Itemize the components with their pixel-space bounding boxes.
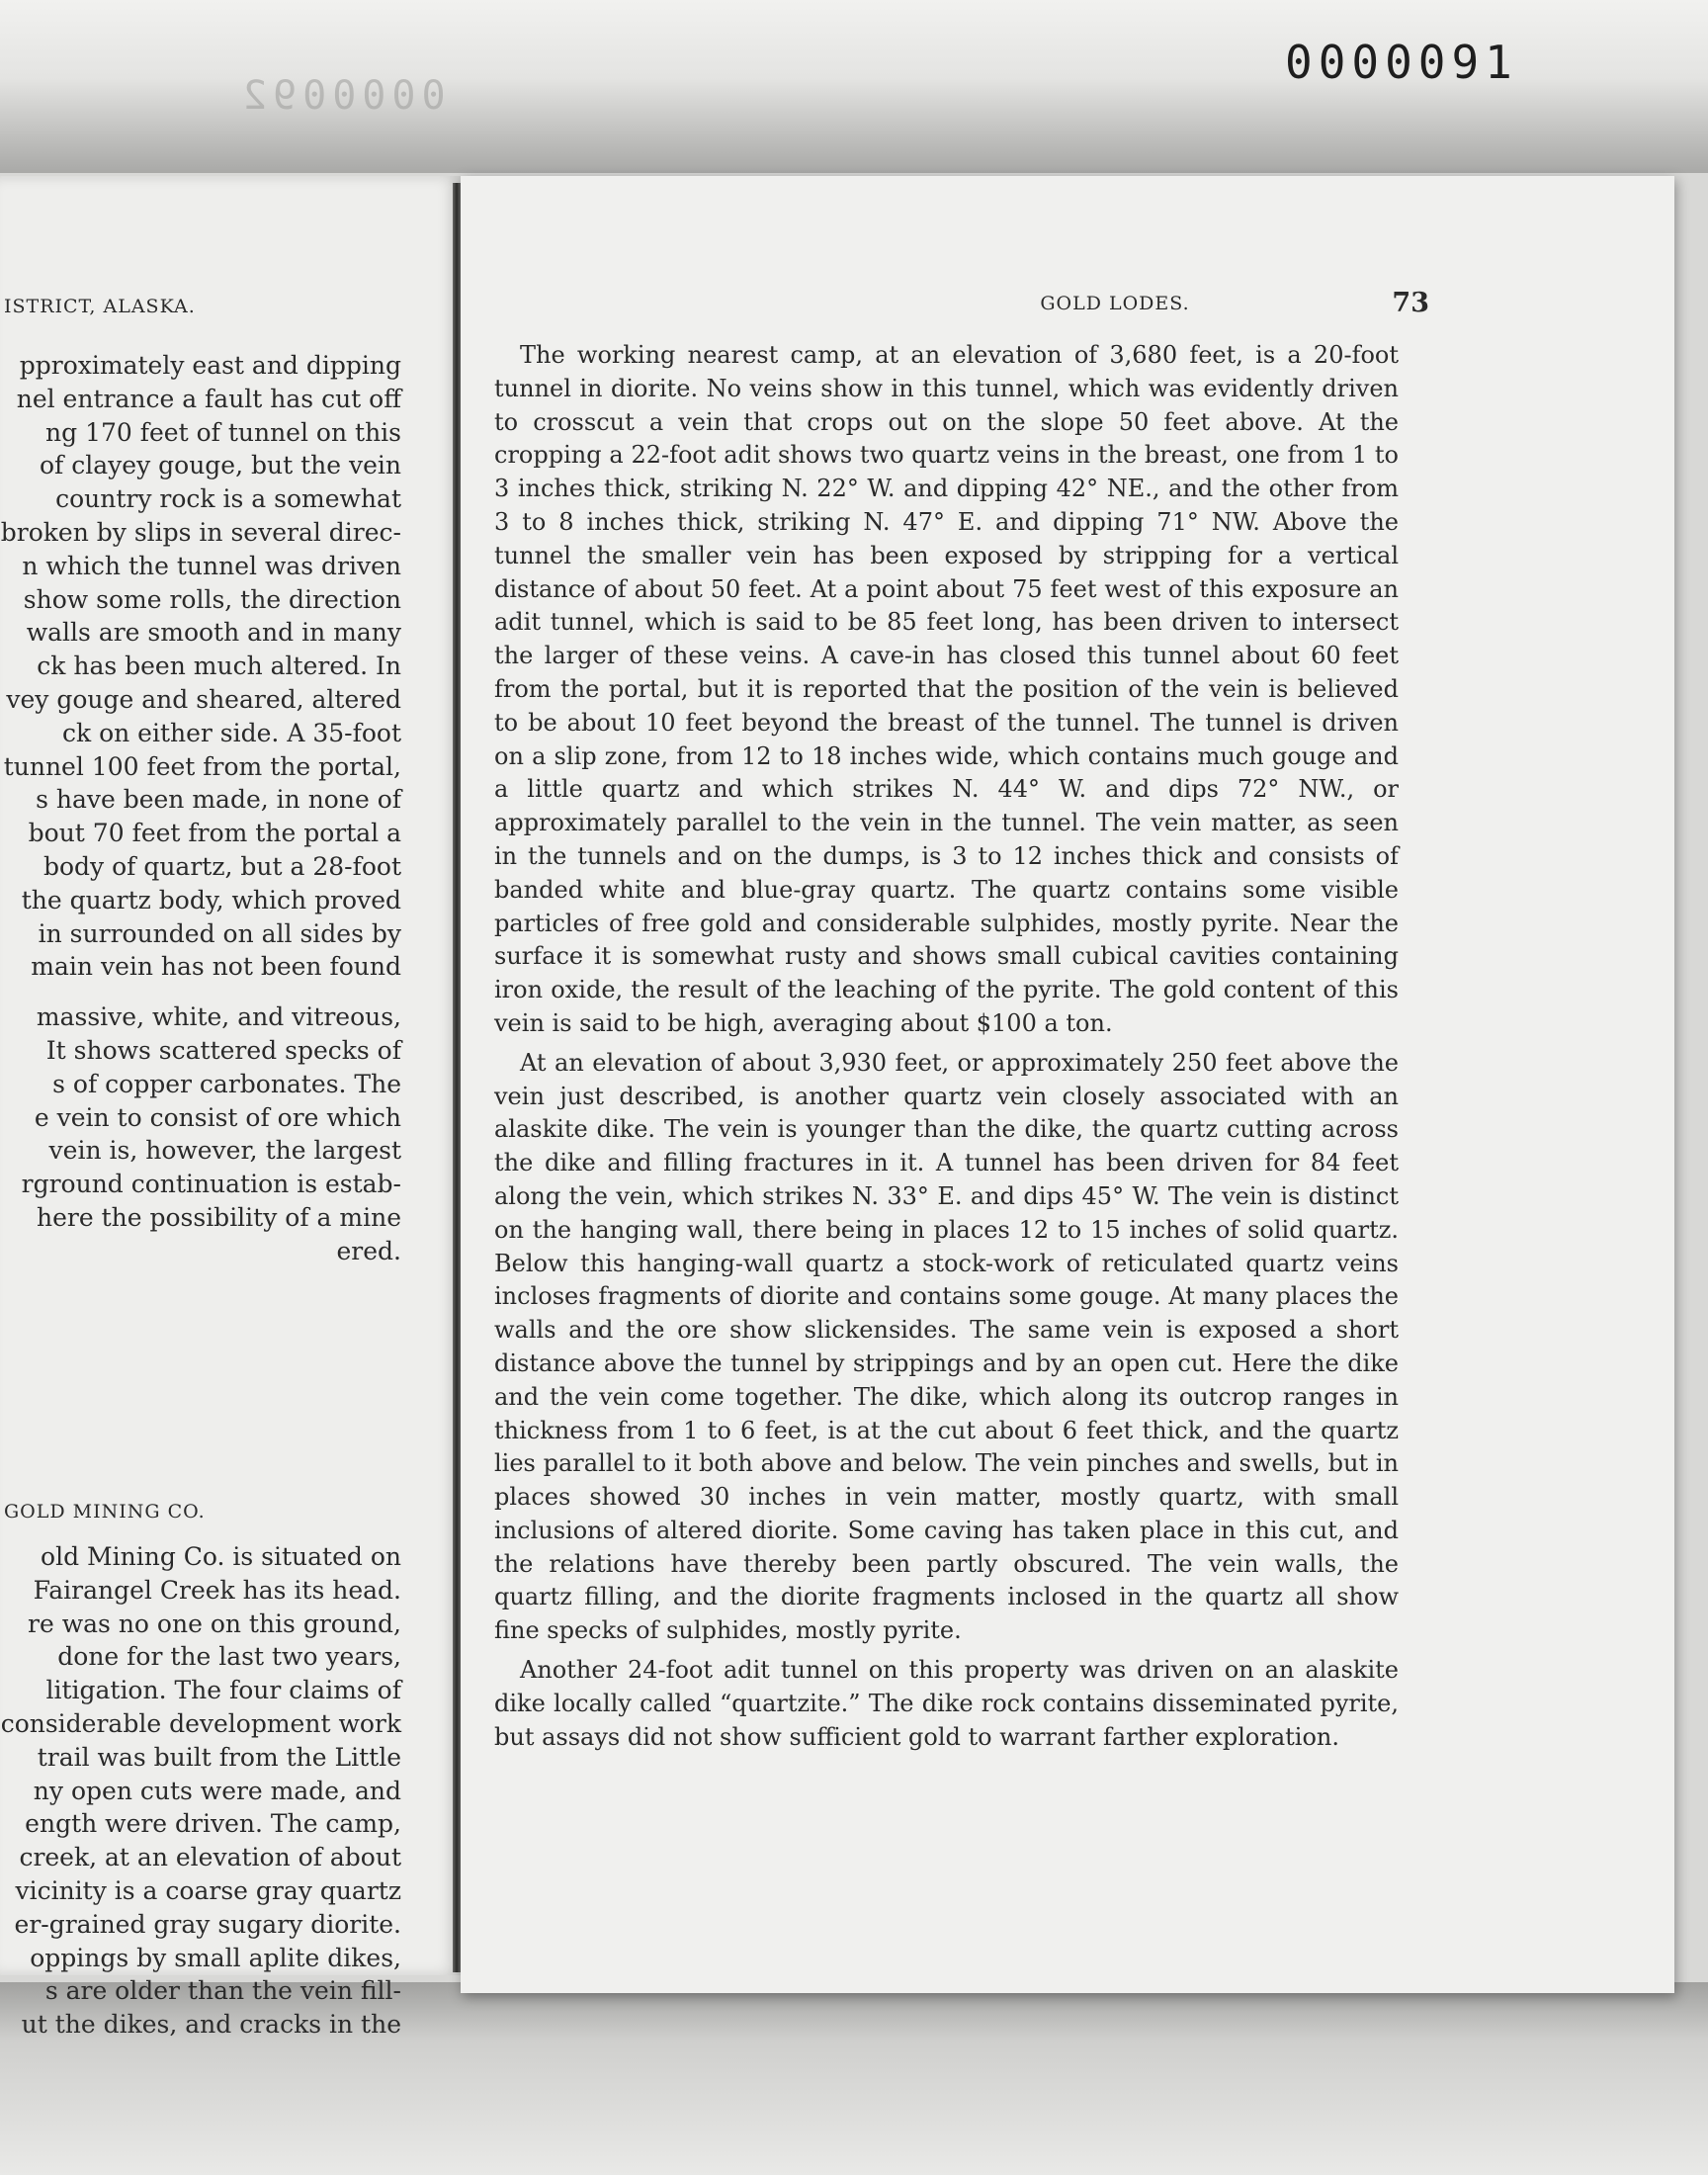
left-text-line: here the possibility of a mine bbox=[37, 1202, 401, 1232]
paragraph: Another 24-foot adit tunnel on this property was driven on an alaskite dike locally called “quartzite.” The dike rock contains disseminated pyrite, but assays did not show sufficient gold to warrant farther exploration. bbox=[494, 1656, 1399, 1751]
left-text-block-top bbox=[0, 349, 401, 984]
left-text-line: ng 170 feet of tunnel on this bbox=[45, 417, 401, 447]
bleed-through-number: 0000092 bbox=[237, 73, 446, 119]
right-page bbox=[461, 176, 1674, 1993]
left-text-line: main vein has not been found bbox=[31, 952, 401, 982]
left-text-line: s have been made, in none of bbox=[36, 785, 401, 815]
left-text-line: ered. bbox=[336, 1236, 401, 1265]
left-page bbox=[0, 176, 461, 2040]
paragraph: The working nearest camp, at an elevation of 3,680 feet, is a 20-foot tunnel in diorite. No veins show in this tunnel, which was evidently driven to crosscut a vein that crops out on the slope 50 feet above. At the cropping a 22-foot adit shows two quartz veins in the breast, one from 1 to 3 inches thick, striking N. 22° W. and dipping 42° NE., and the other from 3 to 8 inches thick, striking N. 47° E. and dipping 71° NW. Above the tunnel the smaller vein has been exposed by stripping for a vertical distance of about 50 feet. At a point about 75 feet west of this exposure an adit tunnel, which is said to be 85 feet long, has been driven to intersect the larger of these veins. A cave-in has closed this tunnel about 60 feet from the portal, but it is reported that the position of the vein is believed to be about 10 feet beyond the breast of the tunnel. The tunnel is driven on a slip zone, from 12 to 18 inches wide, which contains much gouge and a little quartz and which strikes N. 44° W. and dips 72° NW., or approximately parallel to the vein in the tunnel. The vein matter, as seen in the tunnels and on the dumps, is 3 to 12 inches thick and consists of banded white and blue-gray quartz. The quartz contains some visible particles of free gold and considerable sulphides, mostly pyrite. Near the surface it is somewhat rusty and shows small cubical cavities containing iron oxide, the result of the leaching of the pyrite. The gold content of this vein is said to be high, averaging about $100 a ton. bbox=[494, 341, 1399, 1037]
left-text-line: Fairangel Creek has its head. bbox=[33, 1575, 401, 1605]
left-text-block-middle bbox=[0, 1000, 401, 1267]
left-text-block-bottom bbox=[0, 1540, 401, 2042]
left-text-line: country rock is a somewhat bbox=[55, 484, 401, 514]
left-text-line: pproximately east and dipping bbox=[19, 351, 401, 380]
left-text-line: bout 70 feet from the portal a bbox=[28, 819, 401, 848]
left-text-line: massive, white, and vitreous, bbox=[36, 1002, 401, 1032]
left-text-line: nel entrance a fault has cut off bbox=[16, 384, 401, 413]
left-text-line: ck has been much altered. In bbox=[37, 652, 401, 681]
left-text-line: broken by slips in several direc- bbox=[0, 517, 401, 547]
left-text-line: n which the tunnel was driven bbox=[22, 551, 401, 580]
left-text-line: vicinity is a coarse gray quartz bbox=[15, 1875, 401, 1905]
left-text-line: vey gouge and sheared, altered bbox=[6, 684, 401, 714]
left-text-line: of clayey gouge, but the vein bbox=[40, 451, 401, 480]
left-text-line: old Mining Co. is situated on bbox=[41, 1542, 401, 1571]
left-text-line: creek, at an elevation of about bbox=[19, 1843, 401, 1872]
book-gutter bbox=[453, 183, 461, 1972]
left-text-line: walls are smooth and in many bbox=[26, 618, 401, 648]
left-text-line: litigation. The four claims of bbox=[45, 1676, 401, 1705]
running-head: GOLD LODES. bbox=[1040, 293, 1190, 314]
left-column-text-lower bbox=[0, 1540, 401, 2042]
left-text-line: ength were driven. The camp, bbox=[25, 1809, 401, 1839]
left-text-line: considerable development work bbox=[0, 1708, 401, 1738]
left-text-line: ck on either side. A 35-foot bbox=[61, 718, 401, 747]
left-text-line: e vein to consist of ore which bbox=[34, 1102, 401, 1132]
left-text-line: re was no one on this ground, bbox=[28, 1609, 401, 1638]
left-column-text bbox=[0, 349, 401, 1268]
left-text-line: done for the last two years, bbox=[57, 1642, 401, 1672]
left-text-line: ny open cuts were made, and bbox=[33, 1776, 401, 1805]
left-running-head: ISTRICT, ALASKA. bbox=[4, 296, 196, 317]
left-text-line: trail was built from the Little bbox=[37, 1742, 401, 1772]
left-text-line: in surrounded on all sides by bbox=[38, 918, 401, 948]
page-number: 73 bbox=[1392, 288, 1429, 318]
left-text-line: ut the dikes, and cracks in the bbox=[21, 2010, 401, 2040]
left-text-line: rground continuation is estab- bbox=[21, 1170, 401, 1199]
left-text-line: tunnel 100 feet from the portal, bbox=[3, 751, 401, 781]
left-text-line: vein is, however, the largest bbox=[48, 1136, 401, 1166]
left-text-line: It shows scattered specks of bbox=[45, 1035, 401, 1065]
left-section-heading: GOLD MINING CO. bbox=[4, 1501, 206, 1522]
body-text bbox=[494, 339, 1399, 1760]
paragraph: At an elevation of about 3,930 feet, or approximately 250 feet above the vein just described, is another quartz vein closely associated with an alaskite dike. The vein is younger than the dike, the quartz cutting across the dike and filling fractures in it. A tunnel has been driven for 84 feet along the vein, which strikes N. 33° E. and dips 45° W. The vein is distinct on the hanging wall, there being in places 12 to 15 inches of solid quartz. Below this hanging-wall quartz a stock-work of reticulated quartz veins incloses fragments of diorite and contains some gouge. At many places the walls and the ore show slickensides. The same vein is exposed a short distance above the tunnel by strippings and by an open cut. Here the dike and the vein come together. The dike, which along its outcrop ranges in thickness from 1 to 6 feet, is at the cut about 6 feet thick, and the quartz lies parallel to it both above and below. The vein pinches and swells, but in places showed 30 inches in vein matter, mostly quartz, with small inclusions of altered diorite. Some caving has taken place in this cut, and the relations have thereby been partly obscured. The vein walls, the quartz filling, and the diorite fragments inclosed in the quartz all show fine specks of sulphides, mostly pyrite. bbox=[494, 1048, 1399, 1645]
document-number-stamp: 0000091 bbox=[1285, 36, 1518, 89]
left-text-line: the quartz body, which proved bbox=[21, 885, 401, 914]
left-text-line: body of quartz, but a 28-foot bbox=[43, 851, 401, 881]
left-text-line: s of copper carbonates. The bbox=[52, 1069, 401, 1098]
left-text-line: show some rolls, the direction bbox=[23, 584, 401, 614]
left-text-line: oppings by small aplite dikes, bbox=[30, 1943, 401, 1972]
left-text-line: er-grained gray sugary diorite. bbox=[14, 1909, 401, 1939]
left-text-line: s are older than the vein fill- bbox=[44, 1976, 401, 2006]
